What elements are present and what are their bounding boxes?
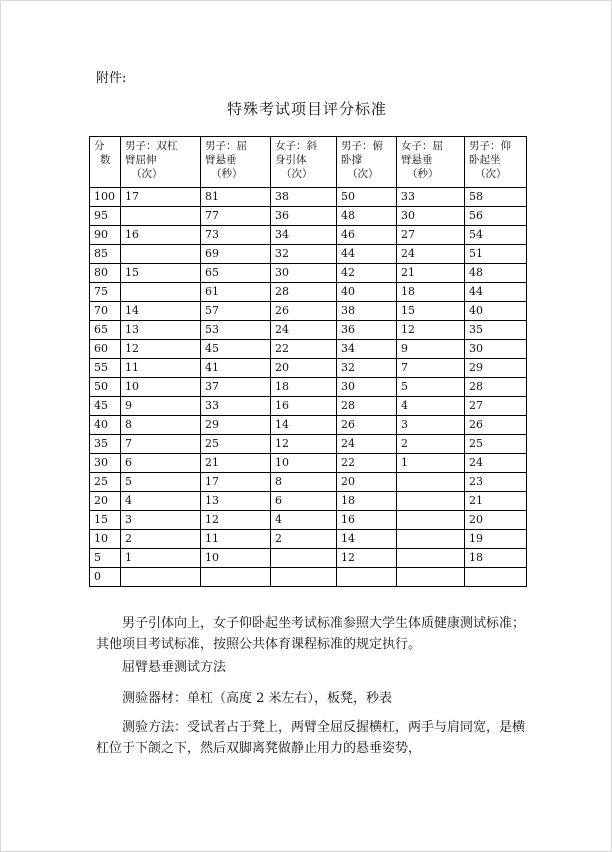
- column-header-line: 卧起坐: [469, 154, 501, 166]
- score-cell: 0: [90, 568, 121, 587]
- column-header-line: 臂悬垂: [401, 154, 433, 166]
- value-cell: 3: [121, 511, 201, 530]
- value-cell: 32: [271, 245, 337, 264]
- value-cell: 14: [121, 302, 201, 321]
- table-row: [90, 511, 527, 530]
- value-cell: 45: [201, 340, 271, 359]
- table-header-row: [90, 137, 527, 188]
- value-cell: [121, 568, 201, 587]
- table-body: [90, 188, 527, 587]
- column-header-line: （次）: [281, 168, 313, 180]
- test-method-heading: 屈臂悬垂测试方法: [122, 660, 227, 675]
- value-cell: 21: [397, 264, 465, 283]
- value-cell: 26: [271, 302, 337, 321]
- value-cell: 37: [201, 378, 271, 397]
- table-row: [90, 359, 527, 378]
- table-row: [90, 397, 527, 416]
- value-cell: 28: [271, 283, 337, 302]
- column-header-line: （次）: [475, 168, 507, 180]
- value-cell: 9: [397, 340, 465, 359]
- value-cell: 77: [201, 207, 271, 226]
- value-cell: 20: [465, 511, 527, 530]
- table-row: [90, 492, 527, 511]
- value-cell: 24: [397, 245, 465, 264]
- score-cell: 100: [90, 188, 121, 207]
- table-row: [90, 454, 527, 473]
- score-cell: 80: [90, 264, 121, 283]
- column-header-line: 女子：斜: [275, 140, 317, 152]
- value-cell: 46: [337, 226, 397, 245]
- table-row: [90, 435, 527, 454]
- value-cell: [201, 568, 271, 587]
- value-cell: 11: [201, 530, 271, 549]
- table-row: [90, 264, 527, 283]
- table-row: [90, 188, 527, 207]
- value-cell: 12: [337, 549, 397, 568]
- value-cell: 40: [337, 283, 397, 302]
- page-title: 特殊考试项目评分标准: [226, 100, 387, 118]
- value-cell: 26: [337, 416, 397, 435]
- table-row: [90, 340, 527, 359]
- score-cell: 25: [90, 473, 121, 492]
- value-cell: 27: [465, 397, 527, 416]
- value-cell: 28: [337, 397, 397, 416]
- value-cell: 16: [271, 397, 337, 416]
- score-cell: 90: [90, 226, 121, 245]
- table-row: [90, 226, 527, 245]
- value-cell: 81: [201, 188, 271, 207]
- column-header-line: （次）: [131, 168, 163, 180]
- value-cell: 25: [201, 435, 271, 454]
- column-header-line: （次）: [347, 168, 379, 180]
- score-cell: 70: [90, 302, 121, 321]
- column-header-line: 男子：俯: [341, 140, 383, 152]
- column-header: [397, 137, 465, 188]
- value-cell: [337, 568, 397, 587]
- value-cell: [121, 207, 201, 226]
- value-cell: 32: [337, 359, 397, 378]
- value-cell: 20: [337, 473, 397, 492]
- value-cell: 28: [465, 378, 527, 397]
- value-cell: 30: [465, 340, 527, 359]
- value-cell: 5: [397, 378, 465, 397]
- column-header-line: 身引体: [275, 154, 307, 166]
- value-cell: 21: [201, 454, 271, 473]
- value-cell: 73: [201, 226, 271, 245]
- value-cell: 36: [271, 207, 337, 226]
- value-cell: 38: [271, 188, 337, 207]
- column-header-line: 臂悬垂: [205, 154, 237, 166]
- value-cell: 5: [121, 473, 201, 492]
- score-cell: 40: [90, 416, 121, 435]
- table-row: [90, 530, 527, 549]
- value-cell: 24: [465, 454, 527, 473]
- column-header-line: 分: [94, 140, 105, 152]
- value-cell: 54: [465, 226, 527, 245]
- column-header-line: 卧撑: [341, 154, 362, 166]
- value-cell: 2: [271, 530, 337, 549]
- column-header: [271, 137, 337, 188]
- value-cell: 41: [201, 359, 271, 378]
- value-cell: 10: [121, 378, 201, 397]
- value-cell: 13: [201, 492, 271, 511]
- score-cell: 65: [90, 321, 121, 340]
- value-cell: 33: [397, 188, 465, 207]
- value-cell: 13: [121, 321, 201, 340]
- value-cell: 53: [201, 321, 271, 340]
- value-cell: 69: [201, 245, 271, 264]
- value-cell: 44: [337, 245, 397, 264]
- value-cell: 26: [465, 416, 527, 435]
- value-cell: 30: [271, 264, 337, 283]
- column-header-line: 男子：双杠: [125, 140, 178, 152]
- value-cell: 57: [201, 302, 271, 321]
- value-cell: [397, 568, 465, 587]
- column-header-line: （秒）: [211, 168, 243, 180]
- value-cell: [271, 549, 337, 568]
- table-row: [90, 473, 527, 492]
- equipment-paragraph: 测验器材：单杠（高度 2 米左右），板凳，秒表: [122, 691, 393, 706]
- value-cell: 14: [271, 416, 337, 435]
- table-row: [90, 302, 527, 321]
- value-cell: 3: [397, 416, 465, 435]
- value-cell: 7: [397, 359, 465, 378]
- column-header-line: 数: [100, 154, 111, 166]
- value-cell: 18: [397, 283, 465, 302]
- table-row: [90, 245, 527, 264]
- table-row: [90, 416, 527, 435]
- value-cell: 44: [465, 283, 527, 302]
- value-cell: 16: [337, 511, 397, 530]
- value-cell: 38: [337, 302, 397, 321]
- score-cell: 20: [90, 492, 121, 511]
- value-cell: 4: [121, 492, 201, 511]
- value-cell: 30: [397, 207, 465, 226]
- value-cell: [465, 568, 527, 587]
- value-cell: 4: [397, 397, 465, 416]
- value-cell: 27: [397, 226, 465, 245]
- value-cell: 2: [121, 530, 201, 549]
- value-cell: [397, 492, 465, 511]
- value-cell: 15: [397, 302, 465, 321]
- column-header: [201, 137, 271, 188]
- value-cell: 16: [121, 226, 201, 245]
- value-cell: 58: [465, 188, 527, 207]
- value-cell: 6: [121, 454, 201, 473]
- value-cell: 12: [121, 340, 201, 359]
- value-cell: 48: [465, 264, 527, 283]
- column-header-line: 臂屈伸: [125, 154, 157, 166]
- value-cell: 17: [121, 188, 201, 207]
- value-cell: 8: [121, 416, 201, 435]
- value-cell: 22: [271, 340, 337, 359]
- value-cell: 24: [337, 435, 397, 454]
- value-cell: 56: [465, 207, 527, 226]
- value-cell: 36: [337, 321, 397, 340]
- value-cell: 18: [465, 549, 527, 568]
- value-cell: [397, 549, 465, 568]
- value-cell: 8: [271, 473, 337, 492]
- column-header-line: 男子：仰: [469, 140, 511, 152]
- table-row: [90, 321, 527, 340]
- value-cell: 9: [121, 397, 201, 416]
- table-row: [90, 207, 527, 226]
- value-cell: 10: [201, 549, 271, 568]
- value-cell: 17: [201, 473, 271, 492]
- table-row: [90, 283, 527, 302]
- value-cell: 51: [465, 245, 527, 264]
- score-cell: 10: [90, 530, 121, 549]
- value-cell: [121, 245, 201, 264]
- score-cell: 5: [90, 549, 121, 568]
- value-cell: 12: [271, 435, 337, 454]
- column-header-line: （秒）: [407, 168, 439, 180]
- column-header-line: 女子：屈: [401, 140, 443, 152]
- value-cell: [397, 473, 465, 492]
- method-paragraph: 测验方法：受试者占于凳上，两臂全屈反握横杠，两手与肩同宽，是横杠位于下颌之下，然后双脚离凳做静止用力的悬垂姿势，: [96, 720, 526, 756]
- value-cell: 6: [271, 492, 337, 511]
- column-header: [90, 137, 121, 188]
- value-cell: 50: [337, 188, 397, 207]
- attachment-label: 附件:: [96, 71, 127, 86]
- value-cell: 14: [337, 530, 397, 549]
- value-cell: 12: [397, 321, 465, 340]
- column-header: [337, 137, 397, 188]
- value-cell: 11: [121, 359, 201, 378]
- value-cell: 40: [465, 302, 527, 321]
- value-cell: 34: [271, 226, 337, 245]
- score-cell: 55: [90, 359, 121, 378]
- value-cell: 65: [201, 264, 271, 283]
- value-cell: 1: [121, 549, 201, 568]
- value-cell: 12: [201, 511, 271, 530]
- value-cell: 1: [397, 454, 465, 473]
- score-cell: 30: [90, 454, 121, 473]
- score-cell: 15: [90, 511, 121, 530]
- value-cell: 15: [121, 264, 201, 283]
- value-cell: 18: [337, 492, 397, 511]
- score-cell: 50: [90, 378, 121, 397]
- table-row: [90, 378, 527, 397]
- value-cell: [121, 283, 201, 302]
- score-cell: 60: [90, 340, 121, 359]
- score-cell: 45: [90, 397, 121, 416]
- value-cell: 23: [465, 473, 527, 492]
- value-cell: 29: [465, 359, 527, 378]
- value-cell: [397, 511, 465, 530]
- table-row: [90, 549, 527, 568]
- value-cell: 2: [397, 435, 465, 454]
- column-header-line: 男子：屈: [205, 140, 247, 152]
- value-cell: 48: [337, 207, 397, 226]
- score-cell: 85: [90, 245, 121, 264]
- value-cell: 61: [201, 283, 271, 302]
- value-cell: 42: [337, 264, 397, 283]
- value-cell: 19: [465, 530, 527, 549]
- value-cell: 20: [271, 359, 337, 378]
- value-cell: [397, 530, 465, 549]
- value-cell: 22: [337, 454, 397, 473]
- value-cell: 30: [337, 378, 397, 397]
- table-row: [90, 568, 527, 587]
- value-cell: [271, 568, 337, 587]
- value-cell: 18: [271, 378, 337, 397]
- score-cell: 35: [90, 435, 121, 454]
- value-cell: 35: [465, 321, 527, 340]
- score-cell: 75: [90, 283, 121, 302]
- value-cell: 7: [121, 435, 201, 454]
- column-header: [121, 137, 201, 188]
- score-cell: 95: [90, 207, 121, 226]
- value-cell: 21: [465, 492, 527, 511]
- value-cell: 34: [337, 340, 397, 359]
- value-cell: 29: [201, 416, 271, 435]
- value-cell: 25: [465, 435, 527, 454]
- standard-note-paragraph: 男子引体向上，女子仰卧起坐考试标准参照大学生体质健康测试标准；其他项目考试标准，按照公共体育课程标准的规定执行。: [96, 616, 526, 652]
- value-cell: 24: [271, 321, 337, 340]
- value-cell: 10: [271, 454, 337, 473]
- column-header: [465, 137, 527, 188]
- value-cell: 4: [271, 511, 337, 530]
- scoring-table: [89, 136, 527, 587]
- value-cell: 33: [201, 397, 271, 416]
